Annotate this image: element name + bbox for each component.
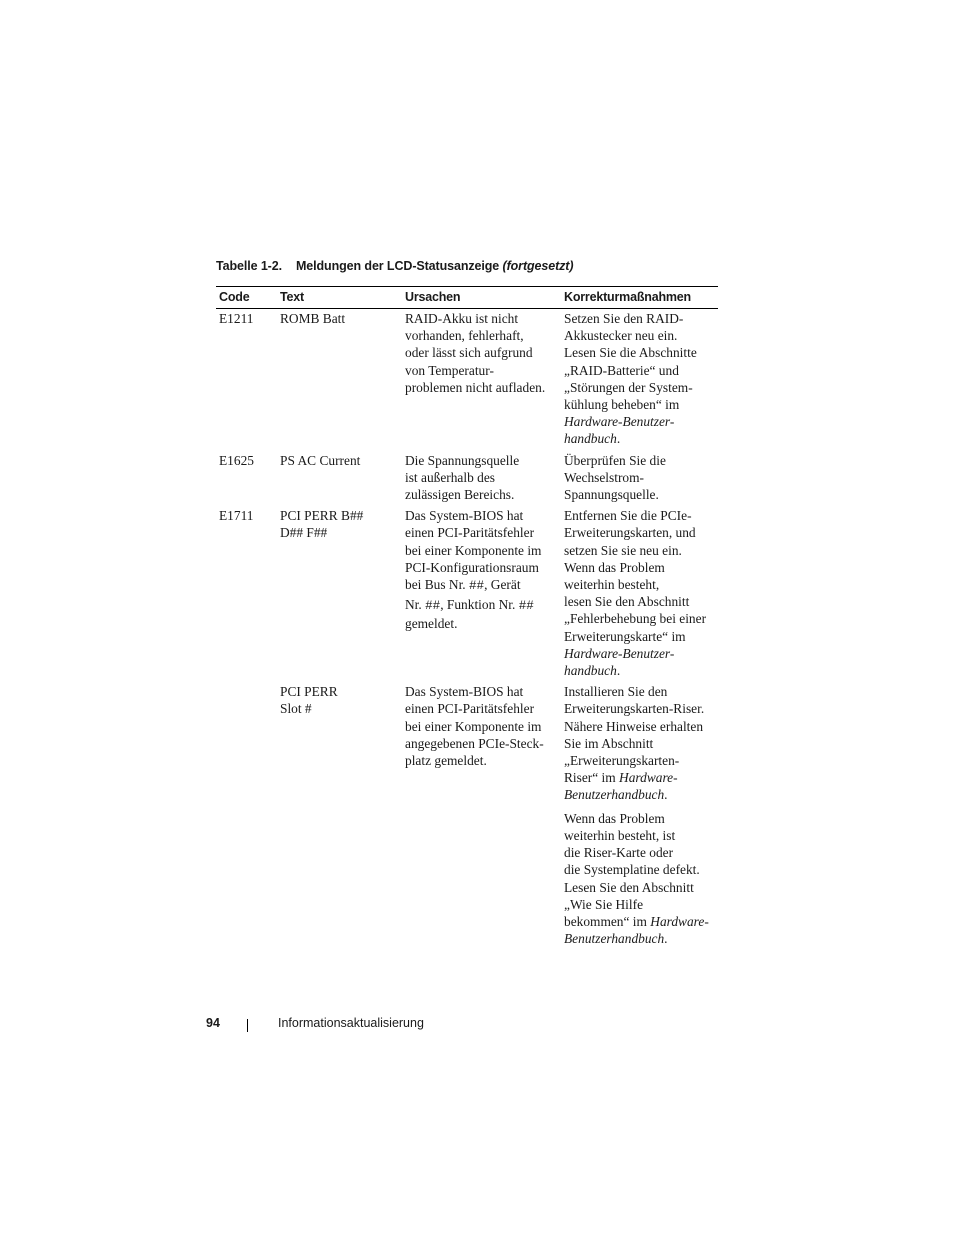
lcd-messages-table: [216, 286, 718, 951]
cell-ursache: Das System-BIOS hat einen PCI-Paritätsfehler bei einer Komponente im angegebenen PCIe-Steck- platz gemeldet.: [405, 684, 544, 769]
footer-separator: [247, 1019, 248, 1032]
cell-ursache: Die Spannungsquelle ist außerhalb des zulässigen Bereichs.: [405, 452, 520, 503]
table-row: [216, 452, 718, 508]
table-header-row: [216, 287, 718, 309]
cell-code: [216, 683, 277, 951]
header-korrekturmassnahmen: Korrekturmaßnahmen: [561, 287, 718, 309]
table-row: [216, 507, 718, 683]
header-ursachen: Ursachen: [402, 287, 561, 309]
header-code: Code: [216, 287, 277, 309]
caption-suffix: (fortgesetzt): [502, 259, 574, 273]
cell-korrektur: Überprüfen Sie die Wechselstrom- Spannungsquelle.: [564, 452, 666, 503]
cell-korrektur: Setzen Sie den RAID- Akkustecker neu ein. Lesen Sie die Abschnitte „RAID-Batterie“ und „Störungen der System- kühlung beheben“ im Hardware-Benutzer- handbuch.: [564, 311, 697, 447]
cell-text: PS AC Current: [280, 452, 361, 468]
cell-ursache: Das System-BIOS hat einen PCI-Paritätsfehler bei einer Komponente im PCI-Konfigurationsraum bei Bus Nr. ##, Gerät Nr. ##, Funktion Nr. ## gemeldet.: [405, 508, 542, 632]
footer-section-title: Informationsaktualisierung: [278, 1016, 424, 1030]
cell-ursache: RAID-Akku ist nicht vorhanden, fehlerhaft, oder lässt sich aufgrund von Temperatur- problemen nicht aufladen.: [405, 311, 546, 395]
caption-title: Meldungen der LCD-Statusanzeige: [295, 259, 503, 273]
cell-text: PCI PERR B## D## F##: [280, 508, 364, 541]
header-text: Text: [277, 287, 402, 309]
table-row: [216, 683, 718, 951]
cell-code: E1625: [219, 452, 254, 468]
cell-text: ROMB Batt: [280, 311, 346, 326]
page-number: 94: [206, 1016, 220, 1030]
cell-korrektur: Installieren Sie den Erweiterungskarten-Riser. Nähere Hinweise erhalten Sie im Abschnitt „Erweiterungskarten- Riser“ im Hardware- Benutzerhandbuch. Wenn das Problem weiterhin besteht, ist die Riser-Karte oder die Systemplatine defekt. Lesen Sie den Abschnitt „Wie Sie Hilfe bekommen“ im Hardware- Benutzerhandbuch.: [564, 684, 709, 947]
table-caption: [216, 259, 573, 273]
caption-label: Tabelle 1-2.: [216, 259, 282, 273]
cell-text: PCI PERR Slot #: [280, 684, 338, 717]
cell-korrektur: Entfernen Sie die PCIe- Erweiterungskarten, und setzen Sie sie neu ein. Wenn das Problem weiterhin besteht, lesen Sie den Abschnitt „Fehlerbehebung bei einer Erweiterungskarte“ im Hardware-Benutzer- handbuch.: [564, 508, 707, 679]
cell-code: E1211: [219, 311, 254, 326]
table-row: [216, 309, 718, 452]
cell-code: E1711: [219, 508, 254, 524]
